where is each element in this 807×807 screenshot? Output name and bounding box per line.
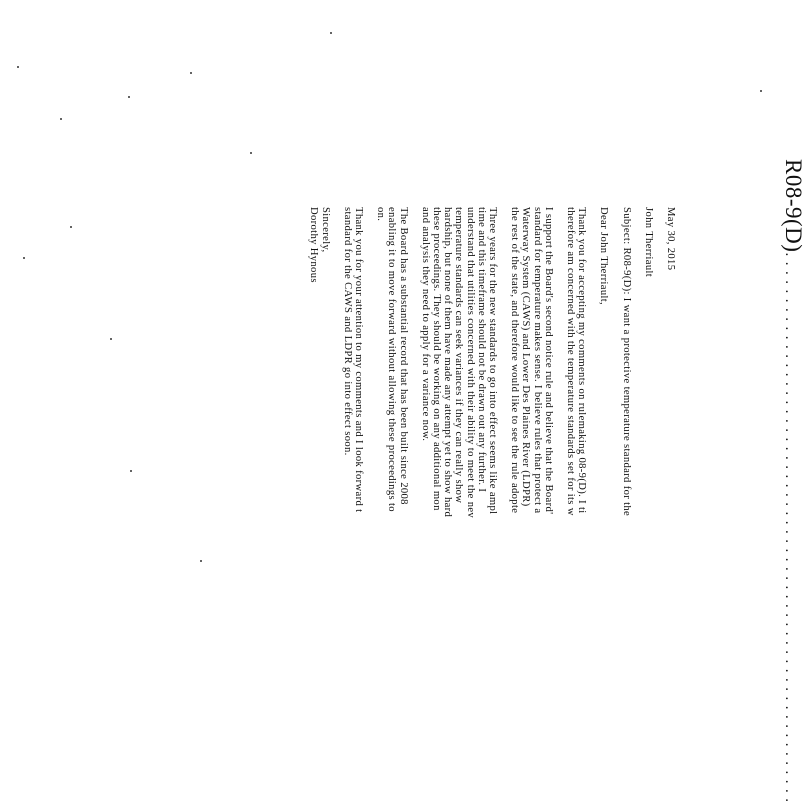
paragraph-4-line: The Board has a substantial record that has been built since 2008: [397, 207, 409, 505]
signer-name: Dorothy Hynous: [308, 207, 320, 283]
paragraph-1-line: therefore am concerned with the temperature standards set for its w: [564, 207, 576, 516]
paragraph-5-line: Thank you for your attention to my comments and I look forward t: [352, 207, 364, 513]
paragraph-3-line: and analysis they need to apply for a variance now.: [419, 207, 431, 442]
paragraph-2-line: standard for temperature makes sense. I believe rules that protect a: [531, 207, 543, 514]
closing: Sincerely,: [319, 207, 331, 253]
scan-speck: [190, 72, 192, 74]
dot-leader: ............................................................: [782, 252, 798, 807]
scan-speck: [23, 257, 25, 259]
paragraph-3-line: temperature standards can seek variances if they can really show: [453, 207, 465, 504]
letter-date: May 30, 2015: [665, 207, 676, 271]
subject-line: Subject: R08-9(D): I want a protective temperature standard for the: [620, 207, 632, 517]
docket-code: R08-9(D): [781, 159, 806, 253]
paragraph-3-line: time and this timeframe should not be drawn out any further. I: [475, 207, 487, 493]
paragraph-3-line: understand that utilities concerned with their ability to meet the nev: [464, 207, 476, 519]
paragraph-5-line: standard for the CAWS and LDPR go into effect soon.: [341, 207, 353, 456]
paragraph-2-line: the rest of the state, and therefore would like to see the rule adopte: [509, 207, 521, 514]
scan-speck: [130, 470, 132, 472]
scan-speck: [200, 560, 202, 562]
paragraph-3-line: Three years for the new standards to go into effect seems like ampl: [486, 207, 498, 515]
scan-speck: [250, 152, 252, 154]
paragraph-3-line: these proceedings. They should be working on any additional mon: [430, 207, 442, 511]
paragraph-3-line: hardship, but none of them have made any attempt yet to show hard: [442, 207, 454, 518]
salutation: Dear John Therriault,: [598, 207, 610, 306]
rotated-letter: [0, 19, 806, 807]
letter-body: [308, 207, 676, 667]
paragraph-2-line: Waterway System (CAWS) and Lower Des Plaines River (LDPR): [520, 207, 532, 507]
paragraph-4-line: on.: [375, 207, 387, 222]
scan-speck: [330, 32, 332, 34]
scan-speck: [70, 226, 72, 228]
scan-speck: [760, 90, 762, 92]
scan-speck: [17, 66, 19, 68]
scan-speck: [128, 96, 130, 98]
recipient-name: John Therriault: [642, 207, 654, 278]
paragraph-1-line: Thank you for accepting my comments on rulemaking 08-9(D). I ti: [576, 207, 588, 514]
paragraph-2-line: I support the Board's second notice rule and believe that the Board': [542, 207, 554, 515]
scan-speck: [60, 118, 62, 120]
document-heading: [776, 159, 807, 807]
paragraph-4-line: enabling it to move forward without allowing these proceedings to: [386, 207, 398, 512]
scan-speck: [110, 338, 112, 340]
